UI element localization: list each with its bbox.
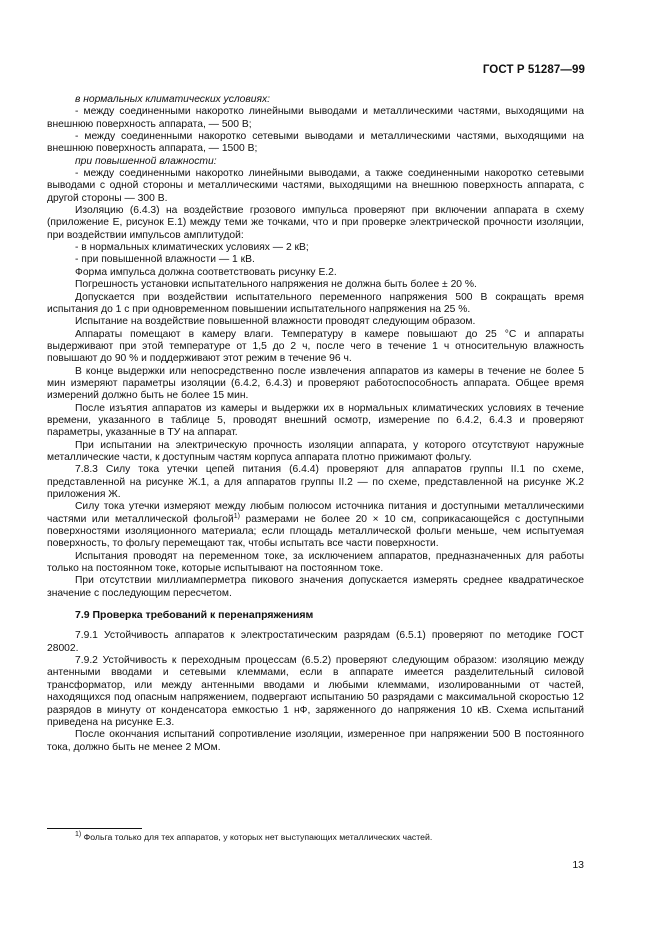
paragraph: Испытания проводят на переменном токе, за исключением аппаратов, предназначенных для работы только на постоянном токе, которые испытывают на постоянном токе. [47, 550, 584, 575]
footnote-divider [47, 828, 142, 829]
paragraph: При отсутствии миллиамперметра пикового значения допускается измерять среднее квадратическое значение с последующим пересчетом. [47, 575, 584, 599]
paragraph: В конце выдержки или непосредственно после извлечения аппаратов из камеры в течение не более 5 мин измеряют параметры изоляции (6.4.2, 6.4.3) и проверяют работоспособность аппарата. Общее время измерений должно быть не более 15 мин. [47, 365, 584, 402]
paragraph: - между соединенными накоротко сетевыми выводами и металлическими частями, выходящими на внешнюю поверхность аппарата, — 1500 В; [47, 131, 584, 155]
paragraph: 7.9.1 Устойчивость аппаратов к электростатическим разрядам (6.5.1) проверяют по методике ГОСТ 28002. [47, 630, 584, 654]
paragraph: После изъятия аппаратов из камеры и выдержки их в нормальных климатических условиях в течение времени, указанного в таблице 5, проводят внешний осмотр, измерение по 6.4.2, 6.4.3 и проверяют параметры, указанные в ТУ на аппарат. [47, 402, 584, 439]
paragraph: - при повышенной влажности — 1 кВ. [75, 254, 255, 266]
page-number: 13 [572, 859, 584, 871]
condition-subheading: при повышенной влажности: [75, 155, 217, 167]
paragraph: Допускается при воздействии испытательного переменного напряжения 500 В сокращать время испытания до 1 с при одновременном повышении испытательного напряжения на 25 %. [47, 291, 584, 315]
paragraph: Изоляцию (6.4.3) на воздействие грозового импульса проверяют при включении аппарата в схему (приложение Е, рисунок Е.1) между теми же точками, что и при проверке электрической прочности изоляции, при воздействии импульсов амплитудой: [47, 205, 584, 241]
paragraph: Погрешность установки испытательного напряжения не должна быть более ± 20 %. [75, 279, 477, 291]
footnote-mark: 1) [75, 831, 82, 838]
paragraph [47, 501, 584, 550]
paragraph-text: Силу тока утечки измеряют между любым полюсом источника питания и доступными металлическими частями или металлической фольгой [47, 501, 584, 525]
paragraph: Аппараты помещают в камеру влаги. Температуру в камере повышают до 25 °С и аппараты выдерживают при этой температуре от 1,5 до 2 ч, после чего в течение 1 ч относительную влажность повышают до 90 % и поддерживают этот режим в течение 96 ч. [47, 328, 584, 365]
section-heading: 7.9 Проверка требований к перенапряжениям [75, 609, 314, 622]
paragraph: При испытании на электрическую прочность изоляции аппарата, у которого отсутствуют наружные металлические части, к доступным частям корпуса аппарата плотно прижимают фольгу. [47, 439, 584, 463]
paragraph-text: размерами не более 20 × 10 см, соприкасающейся с доступными поверхностями изоляционного материала; если площадь металлической фольги меньше, чем испытуемая поверхность, то фольгу перемещают так, чтобы испытать все части поверхности. [47, 513, 584, 550]
footnote [75, 832, 585, 843]
paragraph: Форма импульса должна соответствовать рисунку Е.2. [75, 266, 337, 278]
paragraph: После окончания испытаний сопротивление изоляции, измеренное при напряжении 500 В постоянного тока, должно быть не менее 2 МОм. [47, 729, 584, 753]
condition-subheading: в нормальных климатических условиях: [75, 94, 270, 105]
paragraph: Испытание на воздействие повышенной влажности проводят следующим образом. [75, 316, 476, 328]
paragraph: 7.9.2 Устойчивость к переходным процессам (6.5.2) проверяют следующим образом: изоляцию между антенными вводами и сетевыми клеммами, если в аппарате имеется разделительный силовой трансформатор, или между антенными вводами и любыми клеммами, изолированными от частей, находящихся под опасным напряжением, подвергают испытанию 50 разрядами с максимальной скоростью 12 разрядов в минуту от конденсатора емкостью 1 нФ, заряженного до напряжения 10 кВ. Схема испытаний приведена на рисунке Е.3. [47, 655, 584, 728]
paragraph: - между соединенными накоротко линейными выводами и металлическими частями, выходящими на внешнюю поверхность аппарата, — 500 В; [47, 106, 584, 130]
standard-header: ГОСТ Р 51287—99 [482, 64, 585, 76]
footnote-reference: 1) [233, 512, 240, 520]
footnote-text: Фольга только для тех аппаратов, у которых нет выступающих металлических частей. [81, 832, 433, 842]
paragraph: - в нормальных климатических условиях — 2 кВ; [75, 242, 309, 254]
paragraph: - между соединенными накоротко линейными выводами, а также соединенными накоротко сетевыми выводами с одной стороны и металлическими частями, выходящими на внешнюю поверхность аппарата, с другой стороны — 300 В. [47, 168, 584, 204]
paragraph: 7.8.3 Силу тока утечки цепей питания (6.4.4) проверяют для аппаратов группы II.1 по схеме, представленной на рисунке Ж.1, а для аппаратов группы II.2 — по схеме, представленной на рисунке Ж.2 приложения Ж. [47, 464, 584, 500]
body-text [47, 94, 584, 754]
